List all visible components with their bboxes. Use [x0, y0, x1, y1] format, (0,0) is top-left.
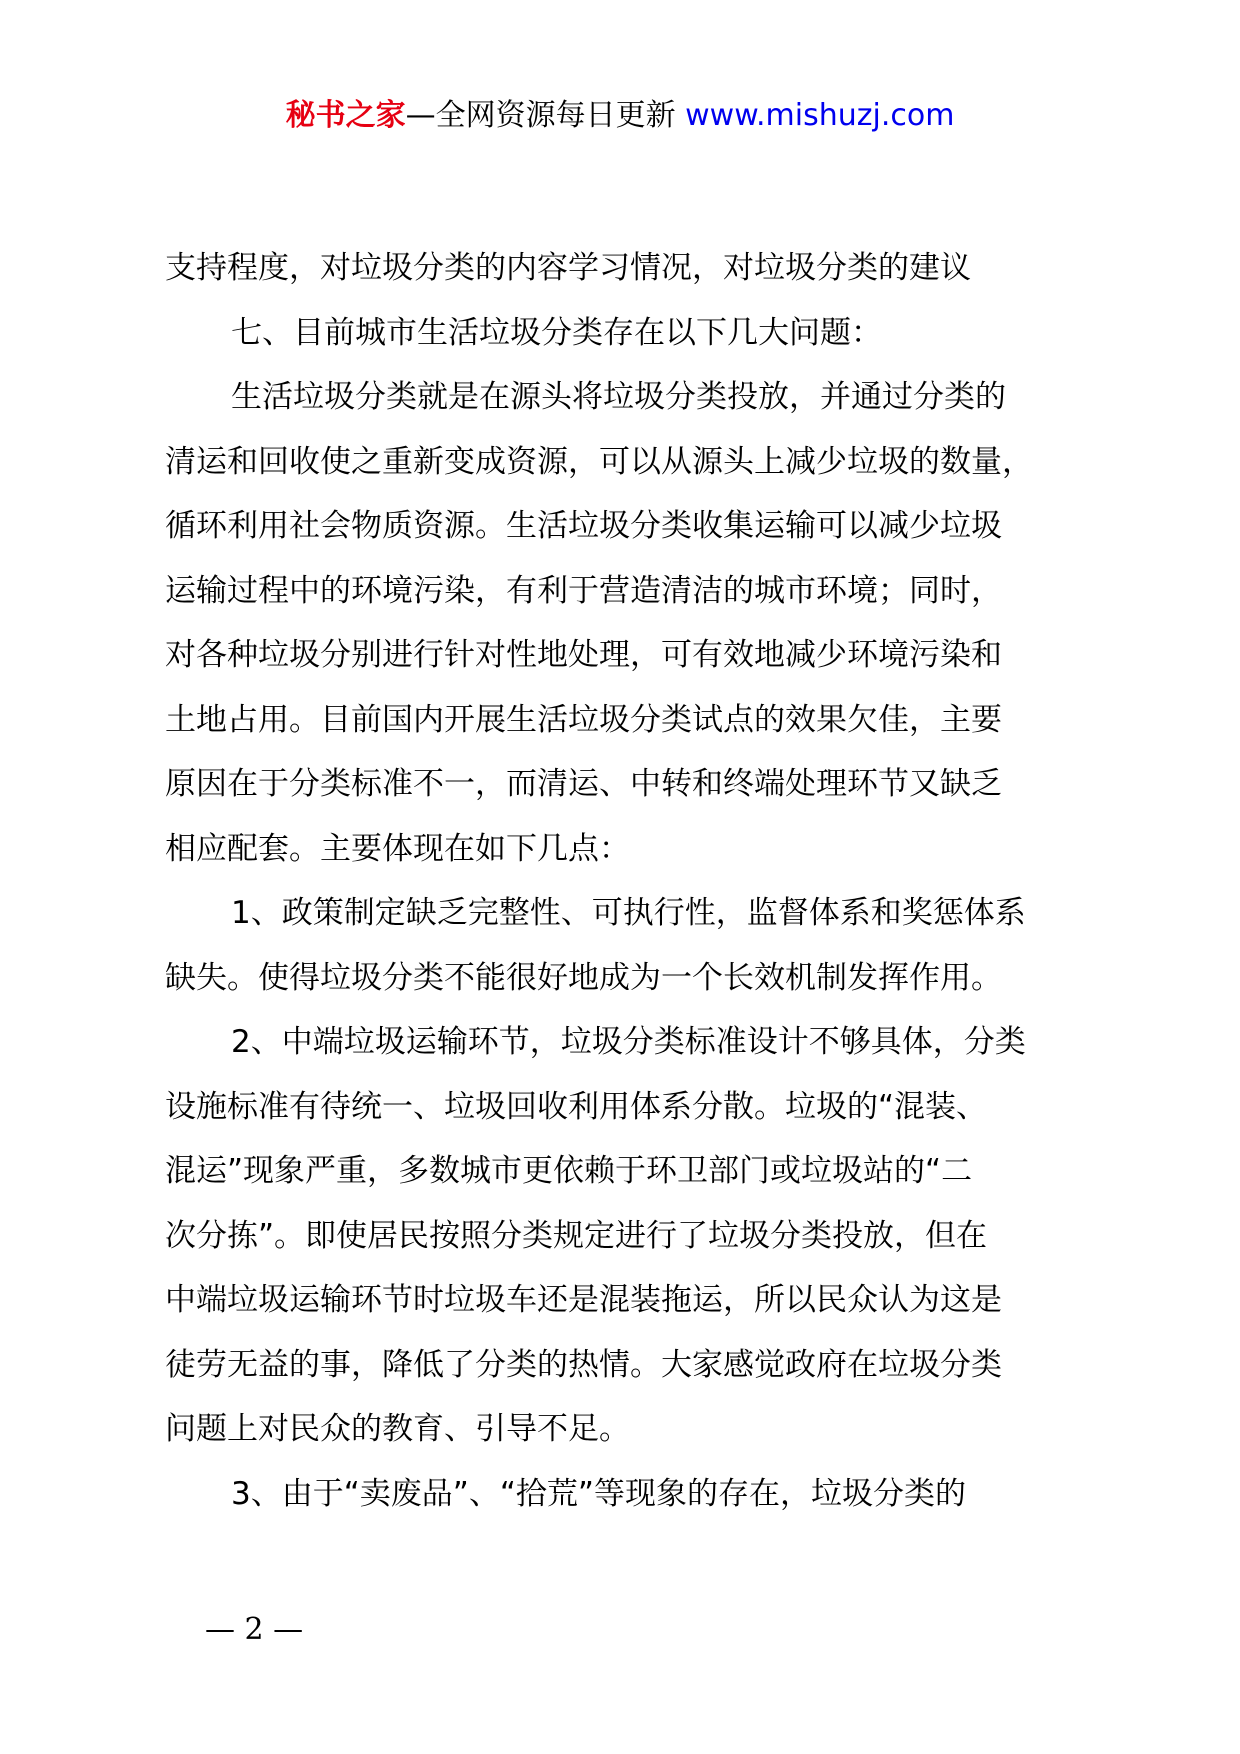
body-line: 相应配套。主要体现在如下几点： — [165, 830, 630, 867]
body-line: 设施标准有待统一、垃圾回收利用体系分散。垃圾的“混装、 — [165, 1088, 988, 1125]
list-item-1: 1、政策制定缺乏完整性、可执行性，监督体系和奖惩体系 — [231, 895, 1026, 931]
site-url-link[interactable]: www.mishuzj.com — [685, 98, 955, 133]
body-line: 对各种垃圾分别进行针对性地处理，可有效地减少环境污染和 — [165, 637, 1002, 673]
header-tagline: —全网资源每日更新 — [405, 98, 686, 133]
brand-name: 秘书之家 — [285, 98, 406, 133]
page-number: — 2 — — [205, 1612, 304, 1647]
section-heading: 七、目前城市生活垃圾分类存在以下几大问题： — [231, 314, 882, 351]
body-line: 清运和回收使之重新变成资源，可以从源头上减少垃圾的数量， — [165, 443, 1033, 480]
document-body — [165, 236, 1115, 1526]
body-line: 原因在于分类标准不一，而清运、中转和终端处理环节又缺乏 — [165, 766, 1002, 802]
body-line: 土地占用。目前国内开展生活垃圾分类试点的效果欠佳，主要 — [165, 701, 1002, 738]
body-line: 循环利用社会物质资源。生活垃圾分类收集运输可以减少垃圾 — [165, 508, 1002, 544]
list-item-3: 3、由于“卖废品”、“拾荒”等现象的存在，垃圾分类的 — [231, 1475, 966, 1512]
body-line: 生活垃圾分类就是在源头将垃圾分类投放，并通过分类的 — [231, 379, 1006, 415]
body-line: 缺失。使得垃圾分类不能很好地成为一个长效机制发挥作用。 — [165, 959, 1002, 996]
list-item-2: 2、中端垃圾运输环节，垃圾分类标准设计不够具体，分类 — [231, 1024, 1026, 1060]
body-line: 支持程度，对垃圾分类的内容学习情况，对垃圾分类的建议 — [165, 250, 971, 286]
body-line: 运输过程中的环境污染，有利于营造清洁的城市环境；同时， — [165, 572, 1002, 609]
body-line: 混运”现象严重，多数城市更依赖于环卫部门或垃圾站的“二 — [165, 1153, 973, 1189]
body-line: 问题上对民众的教育、引导不足。 — [165, 1411, 630, 1447]
site-header — [0, 96, 1240, 136]
body-line: 中端垃圾运输环节时垃圾车还是混装拖运，所以民众认为这是 — [165, 1282, 1002, 1318]
body-line: 徒劳无益的事，降低了分类的热情。大家感觉政府在垃圾分类 — [165, 1346, 1002, 1383]
body-line: 次分拣”。即使居民按照分类规定进行了垃圾分类投放，但在 — [165, 1217, 988, 1254]
